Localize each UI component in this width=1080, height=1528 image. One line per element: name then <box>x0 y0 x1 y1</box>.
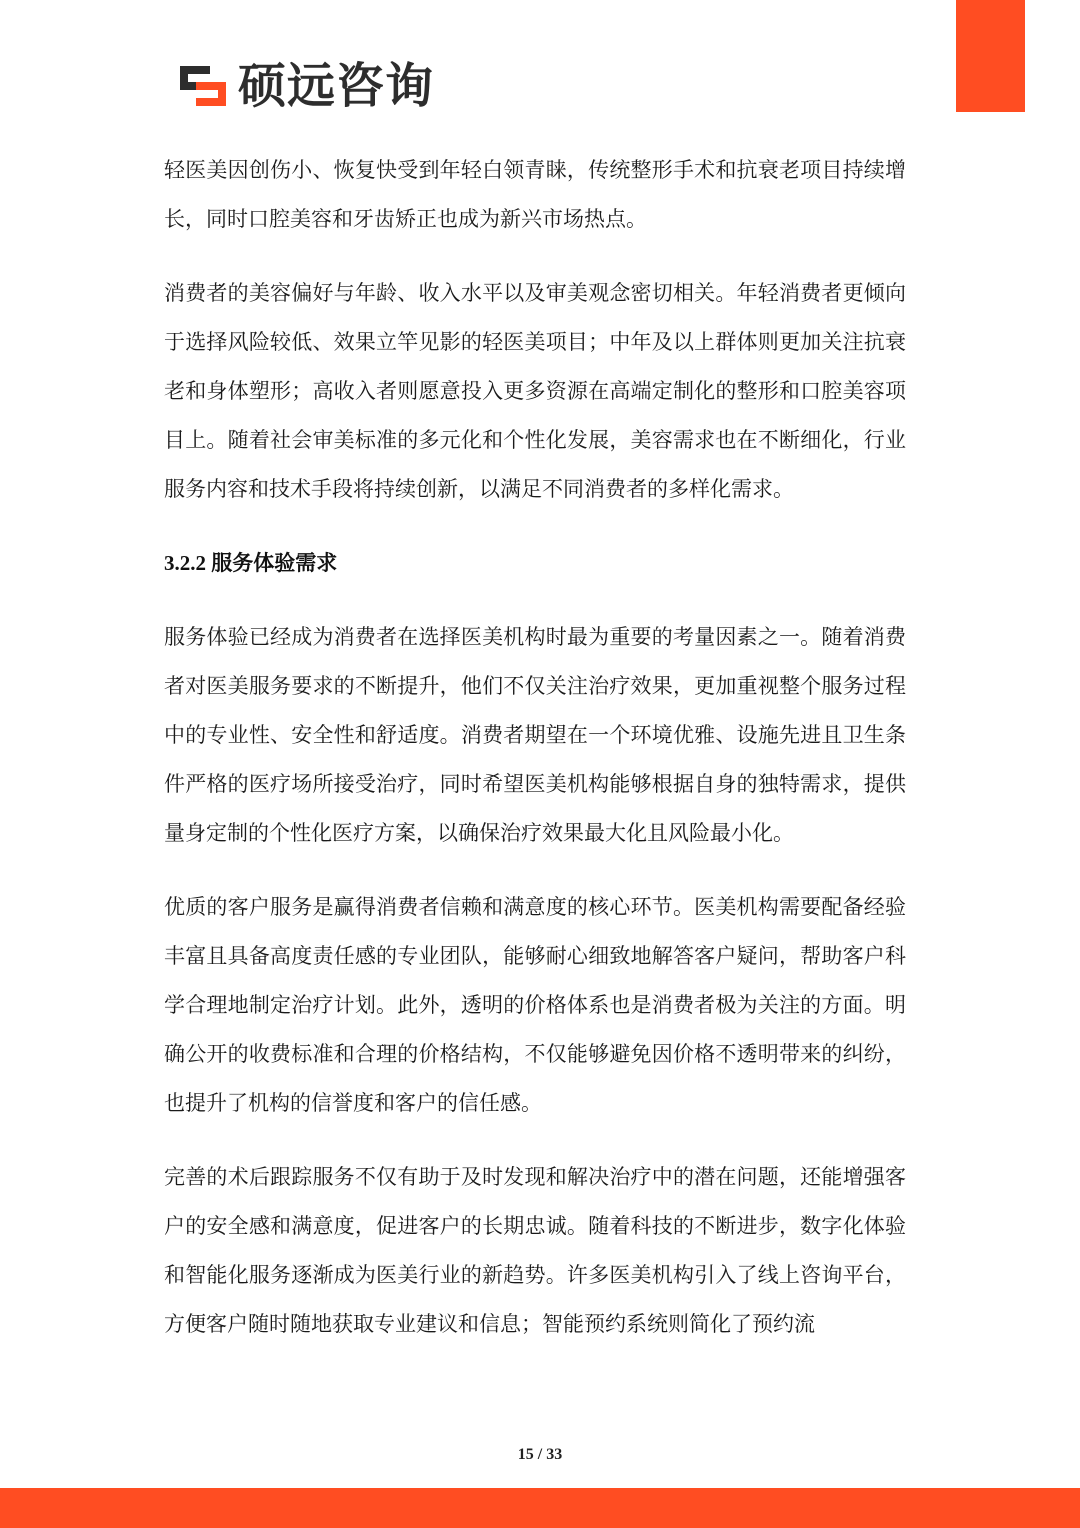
brand-logo <box>176 58 434 114</box>
brand-s-icon <box>176 62 230 110</box>
brand-name: 硕远咨询 <box>238 58 435 114</box>
section-number: 3.2.2 <box>164 551 206 575</box>
paragraph: 服务体验已经成为消费者在选择医美机构时最为重要的考量因素之一。随着消费者对医美服务要求的不断提升，他们不仅关注治疗效果，更加重视整个服务过程中的专业性、安全性和舒适度。消费者期望在一个环境优雅、设施先进且卫生条件严格的医疗场所接受治疗，同时希望医美机构能够根据自身的独特需求，提供量身定制的个性化医疗方案，以确保治疗效果最大化且风险最小化。 <box>164 625 906 845</box>
page-number: 15 / 33 <box>517 1446 563 1463</box>
paragraph: 消费者的美容偏好与年龄、收入水平以及审美观念密切相关。年轻消费者更倾向于选择风险较低、效果立竿见影的轻医美项目；中年及以上群体则更加关注抗衰老和身体塑形；高收入者则愿意投入更多资源在高端定制化的整形和口腔美容项目上。随着社会审美标准的多元化和个性化发展，美容需求也在不断细化，行业服务内容和技术手段将持续创新，以满足不同消费者的多样化需求。 <box>164 281 906 501</box>
document-body <box>164 146 906 1374</box>
section-heading <box>164 539 906 588</box>
section-title: 服务体验需求 <box>211 551 338 575</box>
paragraph: 完善的术后跟踪服务不仅有助于及时发现和解决治疗中的潜在问题，还能增强客户的安全感和满意度，促进客户的长期忠诚。随着科技的不断进步，数字化体验和智能化服务逐渐成为医美行业的新趋势。许多医美机构引入了线上咨询平台，方便客户随时随地获取专业建议和信息；智能预约系统则简化了预约流 <box>164 1165 906 1336</box>
paragraph: 轻医美因创伤小、恢复快受到年轻白领青睐，传统整形手术和抗衰老项目持续增长，同时口腔美容和牙齿矫正也成为新兴市场热点。 <box>164 158 906 231</box>
header-accent-tab <box>956 0 1025 112</box>
paragraph: 优质的客户服务是赢得消费者信赖和满意度的核心环节。医美机构需要配备经验丰富且具备高度责任感的专业团队，能够耐心细致地解答客户疑问，帮助客户科学合理地制定治疗计划。此外，透明的价格体系也是消费者极为关注的方面。明确公开的收费标准和合理的价格结构，不仅能够避免因价格不透明带来的纠纷，也提升了机构的信誉度和客户的信任感。 <box>164 895 906 1115</box>
footer-accent-bar <box>0 1488 1080 1528</box>
